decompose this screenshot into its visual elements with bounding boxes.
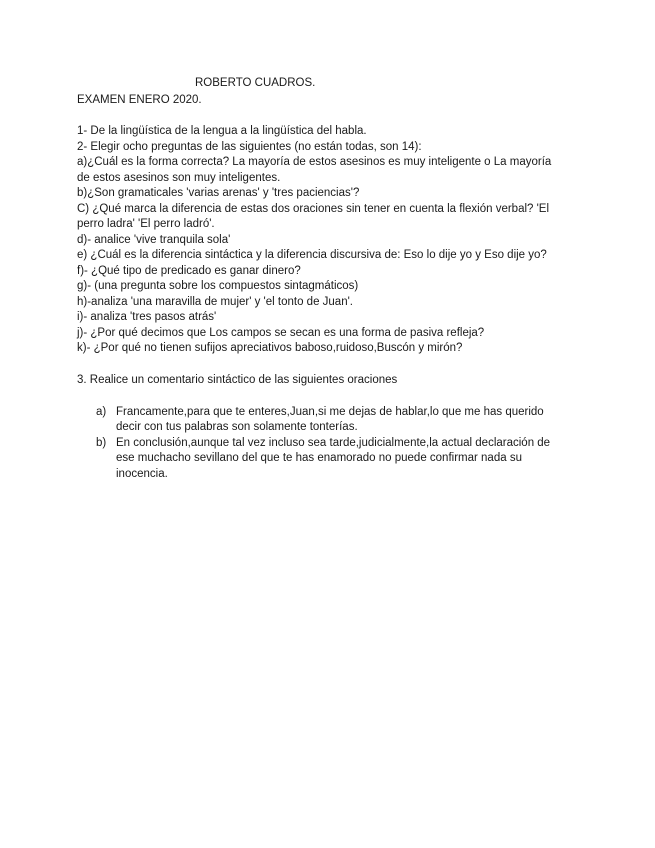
question-2a-line-1: a)¿Cuál es la forma correcta? La mayoría de estos asesinos es muy inteligente o La mayoría	[77, 156, 552, 168]
sentence-b-line-3: inocencia.	[116, 468, 168, 480]
question-2e: e) ¿Cuál es la diferencia sintáctica y la diferencia discursiva de: Eso lo dije yo y Eso dije yo?	[77, 249, 547, 261]
question-1: 1- De la lingüística de la lengua a la lingüística del habla.	[77, 125, 367, 137]
question-2c-line-2: perro ladra' 'El perro ladró'.	[77, 218, 215, 230]
question-2c-line-1: C) ¿Qué marca la diferencia de estas dos oraciones sin tener en cuenta la flexión verbal? 'El	[77, 203, 550, 215]
question-2-intro: 2- Elegir ocho preguntas de las siguientes (no están todas, son 14):	[77, 141, 422, 153]
sentence-a-line-2: decir con tus palabras son solamente tonterías.	[116, 421, 358, 433]
question-2g: g)- (una pregunta sobre los compuestos sintagmáticos)	[77, 280, 359, 292]
sentence-a-line-1: Francamente,para que te enteres,Juan,si me dejas de hablar,lo que me has querido	[116, 406, 544, 418]
author-name: ROBERTO CUADROS.	[195, 77, 316, 89]
question-2k: k)- ¿Por qué no tienen sufijos apreciativos baboso,ruidoso,Buscón y mirón?	[77, 342, 463, 354]
sentence-a-label: a)	[96, 406, 107, 418]
exam-title: EXAMEN ENERO 2020.	[77, 94, 202, 106]
question-2i: i)- analiza 'tres pasos atrás'	[77, 311, 217, 323]
sentence-b-line-1: En conclusión,aunque tal vez incluso sea tarde,judicialmente,la actual declaración de	[116, 437, 551, 449]
question-2f: f)- ¿Qué tipo de predicado es ganar dinero?	[77, 265, 301, 277]
question-2j: j)- ¿Por qué decimos que Los campos se secan es una forma de pasiva refleja?	[77, 327, 485, 339]
question-3-intro: 3. Realice un comentario sintáctico de las siguientes oraciones	[77, 374, 398, 386]
question-2d: d)- analice 'vive tranquila sola'	[77, 234, 231, 246]
question-2a-line-2: de estos asesinos son muy inteligentes.	[77, 172, 281, 184]
question-2h: h)-analiza 'una maravilla de mujer' y 'el tonto de Juan'.	[77, 296, 353, 308]
question-2b: b)¿Son gramaticales 'varias arenas' y 'tres paciencias'?	[77, 187, 360, 199]
sentence-b-line-2: ese muchacho sevillano del que te has enamorado no puede confirmar nada su	[116, 452, 522, 464]
sentence-b-label: b)	[96, 437, 107, 449]
